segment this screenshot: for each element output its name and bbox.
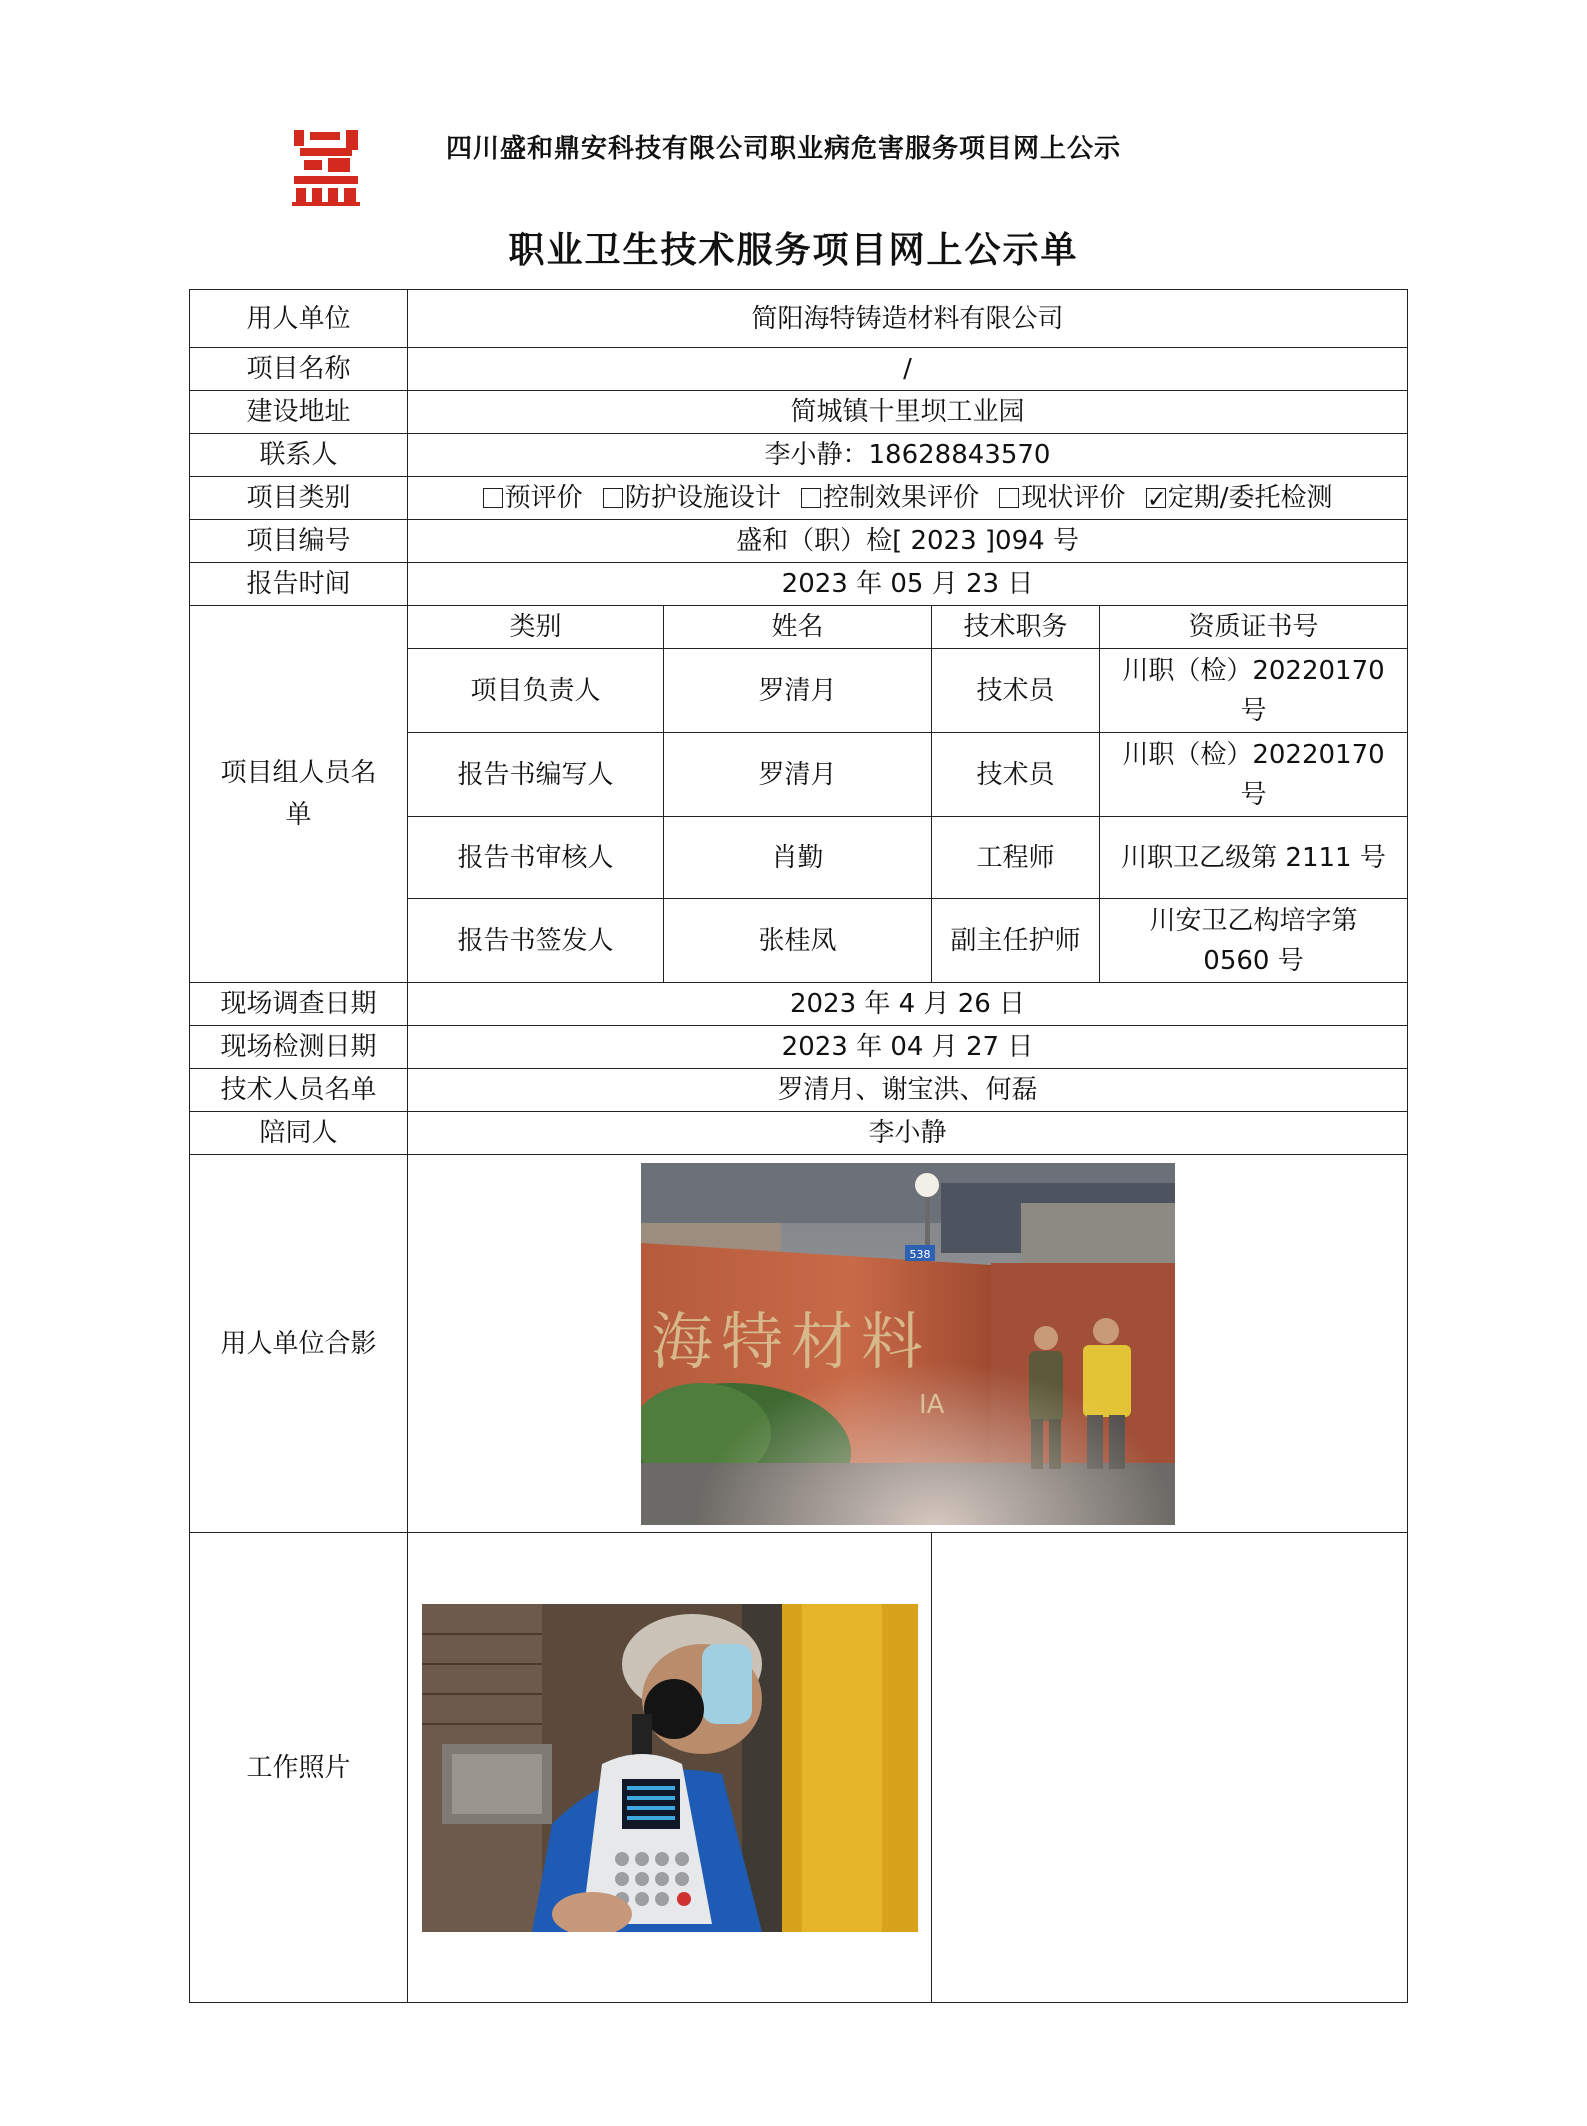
row-employer [190, 290, 1408, 348]
row-report-time [190, 563, 1408, 606]
row-address [190, 391, 1408, 434]
row-project-name [190, 348, 1408, 391]
tech-staff-label: 技术人员名单 [190, 1069, 408, 1112]
team-member-cert: 川职卫乙级第 2111 号 [1100, 817, 1408, 899]
team-member-title: 副主任护师 [932, 899, 1100, 983]
address-value: 简城镇十里坝工业园 [408, 391, 1408, 434]
project-name-label: 项目名称 [190, 348, 408, 391]
work-photo-image [422, 1604, 918, 1932]
group-photo-image [641, 1163, 1175, 1525]
category-option-pre-assessment[interactable]: 预评价 [483, 483, 583, 513]
team-header-category: 类别 [408, 606, 664, 649]
team-header-cert: 资质证书号 [1100, 606, 1408, 649]
team-label: 项目组人员名单 [190, 606, 408, 983]
team-member-cert: 川职（检）20220170 号 [1100, 649, 1408, 733]
work-photo-label: 工作照片 [190, 1533, 408, 2003]
address-label: 建设地址 [190, 391, 408, 434]
project-no-value: 盛和（职）检[ 2023 ]094 号 [408, 520, 1408, 563]
contact-value: 李小静：18628843570 [408, 434, 1408, 477]
publicity-form-table [189, 289, 1408, 2003]
row-contact [190, 434, 1408, 477]
project-name-value: / [408, 348, 1408, 391]
team-member-name: 罗清月 [664, 733, 932, 817]
category-options [408, 477, 1408, 520]
category-option-control-effect[interactable]: 控制效果评价 [801, 483, 979, 513]
row-tech-staff [190, 1069, 1408, 1112]
test-date-label: 现场检测日期 [190, 1026, 408, 1069]
team-member-category: 报告书编写人 [408, 733, 664, 817]
team-member-cert: 川职（检）20220170 号 [1100, 733, 1408, 817]
category-label: 项目类别 [190, 477, 408, 520]
employer-label: 用人单位 [190, 290, 408, 348]
team-member-name: 张桂凤 [664, 899, 932, 983]
document-title: 职业卫生技术服务项目网上公示单 [508, 229, 1079, 271]
category-option-periodic-testing[interactable]: ✓ 定期/委托检测 [1146, 483, 1333, 513]
survey-date-label: 现场调查日期 [190, 983, 408, 1026]
category-option-protection-design[interactable]: 防护设施设计 [603, 483, 781, 513]
row-team-header [190, 606, 1408, 649]
row-escort [190, 1112, 1408, 1155]
company-seal-logo-icon [290, 128, 362, 206]
contact-label: 联系人 [190, 434, 408, 477]
checkbox-icon[interactable] [801, 488, 821, 508]
team-member-category: 报告书签发人 [408, 899, 664, 983]
escort-label: 陪同人 [190, 1112, 408, 1155]
company-header-title: 四川盛和鼎安科技有限公司职业病危害服务项目网上公示 [446, 134, 1122, 164]
project-no-label: 项目编号 [190, 520, 408, 563]
checkbox-checked-icon[interactable] [1146, 488, 1166, 508]
checkbox-icon[interactable] [483, 488, 503, 508]
team-member-name: 肖勤 [664, 817, 932, 899]
category-option-status-assessment[interactable]: 现状评价 [999, 483, 1125, 513]
row-work-photo [190, 1533, 1408, 2003]
team-member-name: 罗清月 [664, 649, 932, 733]
row-category [190, 477, 1408, 520]
checkbox-icon[interactable] [999, 488, 1019, 508]
checkbox-icon[interactable] [603, 488, 623, 508]
team-header-title: 技术职务 [932, 606, 1100, 649]
team-header-name: 姓名 [664, 606, 932, 649]
row-group-photo [190, 1155, 1408, 1533]
group-photo-label: 用人单位合影 [190, 1155, 408, 1533]
report-time-label: 报告时间 [190, 563, 408, 606]
test-date-value: 2023 年 04 月 27 日 [408, 1026, 1408, 1069]
team-member-title: 工程师 [932, 817, 1100, 899]
team-member-category: 项目负责人 [408, 649, 664, 733]
row-test-date [190, 1026, 1408, 1069]
employer-value: 简阳海特铸造材料有限公司 [408, 290, 1408, 348]
survey-date-value: 2023 年 4 月 26 日 [408, 983, 1408, 1026]
work-photo-empty-cell [932, 1533, 1408, 2003]
team-member-title: 技术员 [932, 649, 1100, 733]
report-time-value: 2023 年 05 月 23 日 [408, 563, 1408, 606]
row-project-no [190, 520, 1408, 563]
tech-staff-value: 罗清月、谢宝洪、何磊 [408, 1069, 1408, 1112]
team-member-title: 技术员 [932, 733, 1100, 817]
team-member-category: 报告书审核人 [408, 817, 664, 899]
team-member-cert: 川安卫乙构培字第 0560 号 [1100, 899, 1408, 983]
row-survey-date [190, 983, 1408, 1026]
escort-value: 李小静 [408, 1112, 1408, 1155]
